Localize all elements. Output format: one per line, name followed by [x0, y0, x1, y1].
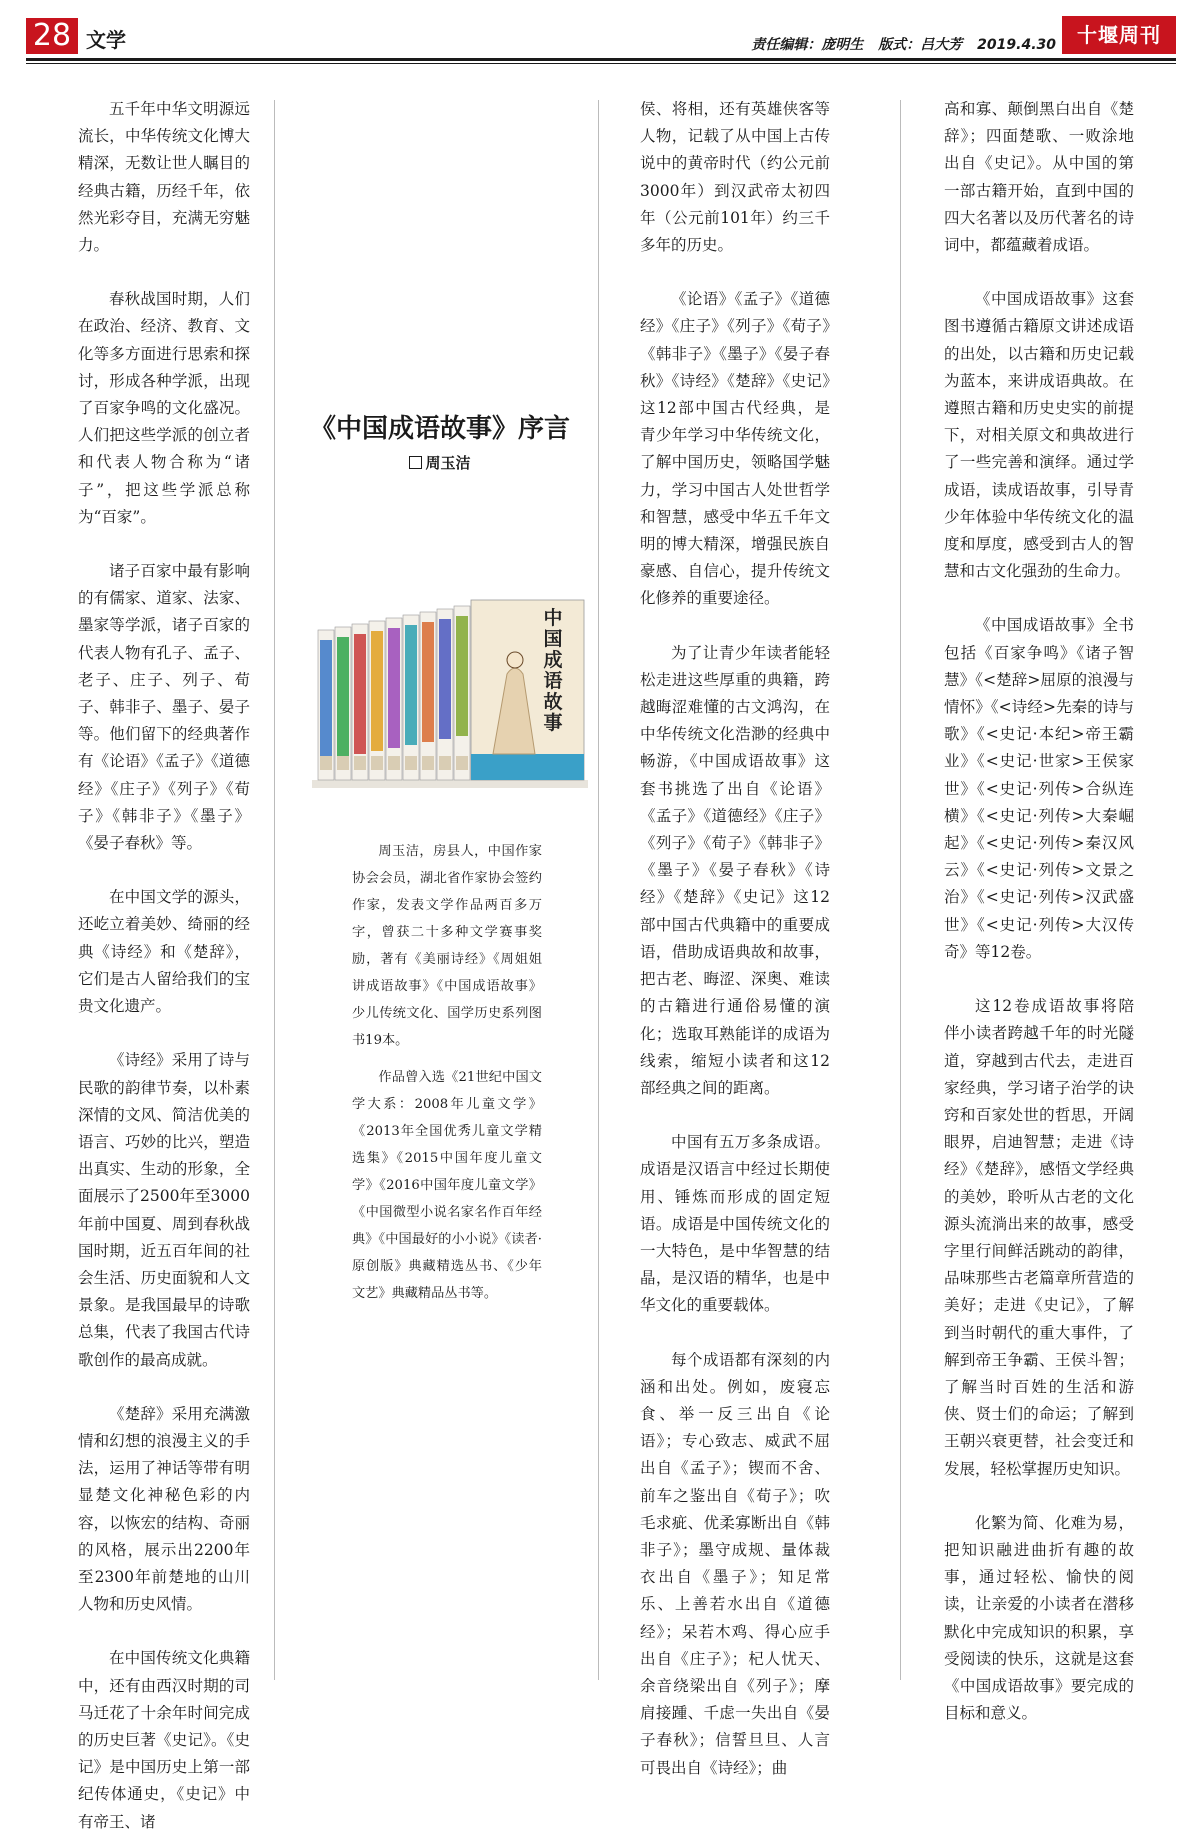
book-spine — [369, 621, 385, 780]
header-rule-thin — [26, 63, 1176, 64]
book-spines-illustration — [312, 584, 588, 794]
page-header — [26, 16, 1176, 56]
paragraph: 为了让青少年读者能轻松走进这些厚重的典籍，跨越晦涩难懂的古文鸿沟，在中华传统文化浩渺的经典中畅游，《中国成语故事》这套书挑选了出自《论语》《孟子》《道德经》《庄子》《列子》《荀子》《韩非子》《墨子》《晏子春秋》《诗经》《楚辞》《史记》这12部中国古代典籍中的重要成语，借助成语典故和故事，把古老、晦涩、深奥、难读的古籍进行通俗易懂的演化；选取耳熟能详的成语为线索，缩短小读者和这12部经典之间的距离。 — [640, 643, 830, 1097]
paragraph: 《论语》《孟子》《道德经》《庄子》《列子》《荀子》《韩非子》《墨子》《晏子春秋》《诗经》《楚辞》《史记》这12部中国古代经典，是青少年学习中华传统文化，了解中国历史，领略国学魅力，学习中国古人处世哲学和智慧，感受中华五千年文明的博大精深，增强民族自豪感、自信心，提升传统文化修养的重要途径。 — [640, 290, 830, 608]
column-divider — [598, 100, 599, 1680]
column-3 — [640, 96, 830, 1782]
paragraph: 《诗经》采用了诗与民歌的韵律节奏，以朴素深情的文风、简洁优美的语言、巧妙的比兴，塑造出真实、生动的形象，全面展示了2500年至3000年前中国夏、周到春秋战国时期，近五百年间的社会生活、历史面貌和人文景象。是我国最早的诗歌总集，代表了我国古代诗歌创作的最高成就。 — [78, 1051, 250, 1369]
paragraph: 《中国成语故事》全书包括《百家争鸣》《诸子智慧》《<楚辞>屈原的浪漫与情怀》《<诗经>先秦的诗与歌》《<史记·本纪>帝王霸业》《<史记·世家>王侯家世》《<史记·列传>合纵连横》《<史记·列传>大秦崛起》《<史记·列传>秦汉风云》《<史记·列传>文景之治》《<史记·列传>汉武盛世》《<史记·列传>大汉传奇》等12卷。 — [944, 616, 1134, 961]
paragraph: 春秋战国时期，人们在政治、经济、教育、文化等多方面进行思索和探讨，形成各种学派，出现了百家争鸣的文化盛况。人们把这些学派的创立者和代表人物合称为“诸子”，把这些学派总称为“百家”。 — [78, 290, 250, 526]
book-set-image — [312, 584, 588, 794]
paragraph: 侯、将相，还有英雄侠客等人物，记载了从中国上古传说中的黄帝时代（约公元前3000年）到汉武帝太初四年（公元前101年）约三千多年的历史。 — [640, 100, 830, 255]
book-spine — [318, 630, 334, 780]
book-spine — [403, 615, 419, 780]
masthead-logo: 十堰周刊 — [1062, 16, 1176, 54]
paragraph: 化繁为简、化难为易，把知识融进曲折有趣的故事，通过轻松、愉快的阅读，让亲爱的小读者在潜移默化中完成知识的积累，享受阅读的快乐，这就是这套《中国成语故事》要完成的目标和意义。 — [944, 1513, 1134, 1723]
paragraph: 五千年中华文明源远流长，中华传统文化博大精深，无数让世人瞩目的经典古籍，历经千年，依然光彩夺目，充满无穷魅力。 — [78, 100, 250, 255]
column-1 — [78, 96, 250, 1836]
book-spine — [437, 609, 453, 780]
paragraph: 诸子百家中最有影响的有儒家、道家、法家、墨家等学派，诸子百家的代表人物有孔子、孟子、老子、庄子、列子、荀子、韩非子、墨子、晏子等。他们留下的经典著作有《论语》《孟子》《道德经》《庄子》《列子》《荀子》《韩非子》《墨子》《晏子春秋》等。 — [78, 562, 250, 853]
paragraph: 这12卷成语故事将陪伴小读者跨越千年的时光隧道，穿越到古代去，走进百家经典，学习诸子治学的诀窍和百家处世的哲思，开阔眼界，启迪智慧；走进《诗经》《楚辞》，感悟文学经典的美妙，聆听从古老的文化源头流淌出来的故事，感受字里行间鲜活跳动的韵律，品味那些古老篇章所营造的美好；走进《史记》，了解到当时朝代的重大事件，了解到帝王争霸、王侯斗智；了解当时百姓的生活和游侠、贤士们的命运；了解到王朝兴衰更替，社会变迁和发展，轻松掌握历史知识。 — [944, 997, 1134, 1478]
book-spine — [335, 627, 351, 780]
book-spine — [352, 624, 368, 780]
section-title: 文学 — [86, 28, 126, 52]
paragraph: 高和寡、颠倒黑白出自《楚辞》；四面楚歌、一败涂地出自《史记》。从中国的第一部古籍开始，直到中国的四大名著以及历代著名的诗词中，都蕴藏着成语。 — [944, 100, 1134, 255]
paragraph: 《中国成语故事》这套图书遵循古籍原文讲述成语的出处，以古籍和历史记载为蓝本，来讲成语典故。在遵照古籍和历史史实的前提下，对相关原文和典故进行了一些完善和演绎。通过学成语，读成语故事，引导青少年体验中华传统文化的温度和厚度，感受到古人的智慧和古文化强劲的生命力。 — [944, 290, 1134, 581]
author-box-icon — [409, 456, 422, 469]
book-spine — [420, 612, 436, 780]
paragraph: 在中国传统文化典籍中，还有由西汉时期的司马迁花了十余年时间完成的历史巨著《史记》。《史记》是中国历史上第一部纪传体通史，《史记》中有帝王、诸 — [78, 1649, 250, 1831]
book-cover-title-char: 中 — [543, 607, 563, 629]
paragraph: 《楚辞》采用充满激情和幻想的浪漫主义的手法，运用了神话等带有明显楚文化神秘色彩的内容，以恢宏的结构、奇丽的风格，展示出2200年至2300年前楚地的山川人物和历史风情。 — [78, 1404, 250, 1614]
book-front-cover — [471, 600, 584, 780]
article-author — [290, 452, 590, 473]
paragraph: 每个成语都有深刻的内涵和出处。例如，废寝忘食、举一反三出自《论语》；专心致志、威武不屈出自《孟子》；锲而不舍、前车之鉴出自《荀子》；吹毛求疵、优柔寡断出自《韩非子》；墨守成规、量体裁衣出自《墨子》；知足常乐、上善若水出自《道德经》；呆若木鸡、得心应手出自《庄子》；杞人忧天、余音绕梁出自《列子》；摩肩接踵、千虑一失出自《晏子春秋》；信誓旦旦、人言可畏出自《诗经》；曲 — [640, 1350, 830, 1777]
author-bio — [352, 838, 542, 1317]
credits — [741, 34, 1056, 54]
column-4 — [944, 96, 1134, 1727]
book-cover-title-char: 事 — [543, 712, 563, 734]
column-divider — [900, 100, 901, 1680]
bio-paragraph: 周玉洁，房县人，中国作家协会会员，湖北省作家协会签约作家，发表文学作品两百多万字，曾获二十多种文学赛事奖励，著有《美丽诗经》《周姐姐讲成语故事》《中国成语故事》少儿传统文化、国学历史系列图书19本。 — [352, 844, 542, 1048]
book-cover-title-char: 成 — [543, 649, 563, 671]
author-name: 周玉洁 — [425, 454, 471, 472]
book-spine — [386, 618, 402, 780]
editor-credit: 责任编辑：庞明生 — [751, 37, 864, 53]
book-shadow — [312, 780, 588, 788]
book-spine — [454, 606, 470, 780]
book-cover-title-char: 语 — [543, 670, 563, 692]
bio-paragraph: 作品曾入选《21世纪中国文学大系：2008年儿童文学》《2013年全国优秀儿童文学精选集》《2015中国年度儿童文学》《2016中国年度儿童文学》《中国微型小说名家名作百年经典》《中国最好的小小说》《读者·原创版》典藏精选丛书、《少年文艺》典藏精品丛书等。 — [352, 1070, 542, 1301]
column-divider — [274, 100, 275, 1680]
article-title: 《中国成语故事》序言 — [309, 414, 570, 444]
issue-date: 2019.4.30 — [977, 37, 1056, 53]
header-rule — [26, 58, 1176, 61]
page-number: 28 — [26, 18, 78, 54]
paragraph: 在中国文学的源头，还屹立着美妙、绮丽的经典《诗经》和《楚辞》，它们是古人留给我们的宝贵文化遗产。 — [78, 888, 250, 1016]
book-cover-title-char: 故 — [543, 691, 563, 713]
layout-credit: 版式：吕大芳 — [878, 37, 963, 53]
paragraph: 中国有五万多条成语。成语是汉语言中经过长期使用、锤炼而形成的固定短语。成语是中国传统文化的一大特色，是中华智慧的结晶，是汉语的精华，也是中华文化的重要载体。 — [640, 1133, 830, 1315]
book-cover-title-char: 国 — [543, 628, 563, 650]
